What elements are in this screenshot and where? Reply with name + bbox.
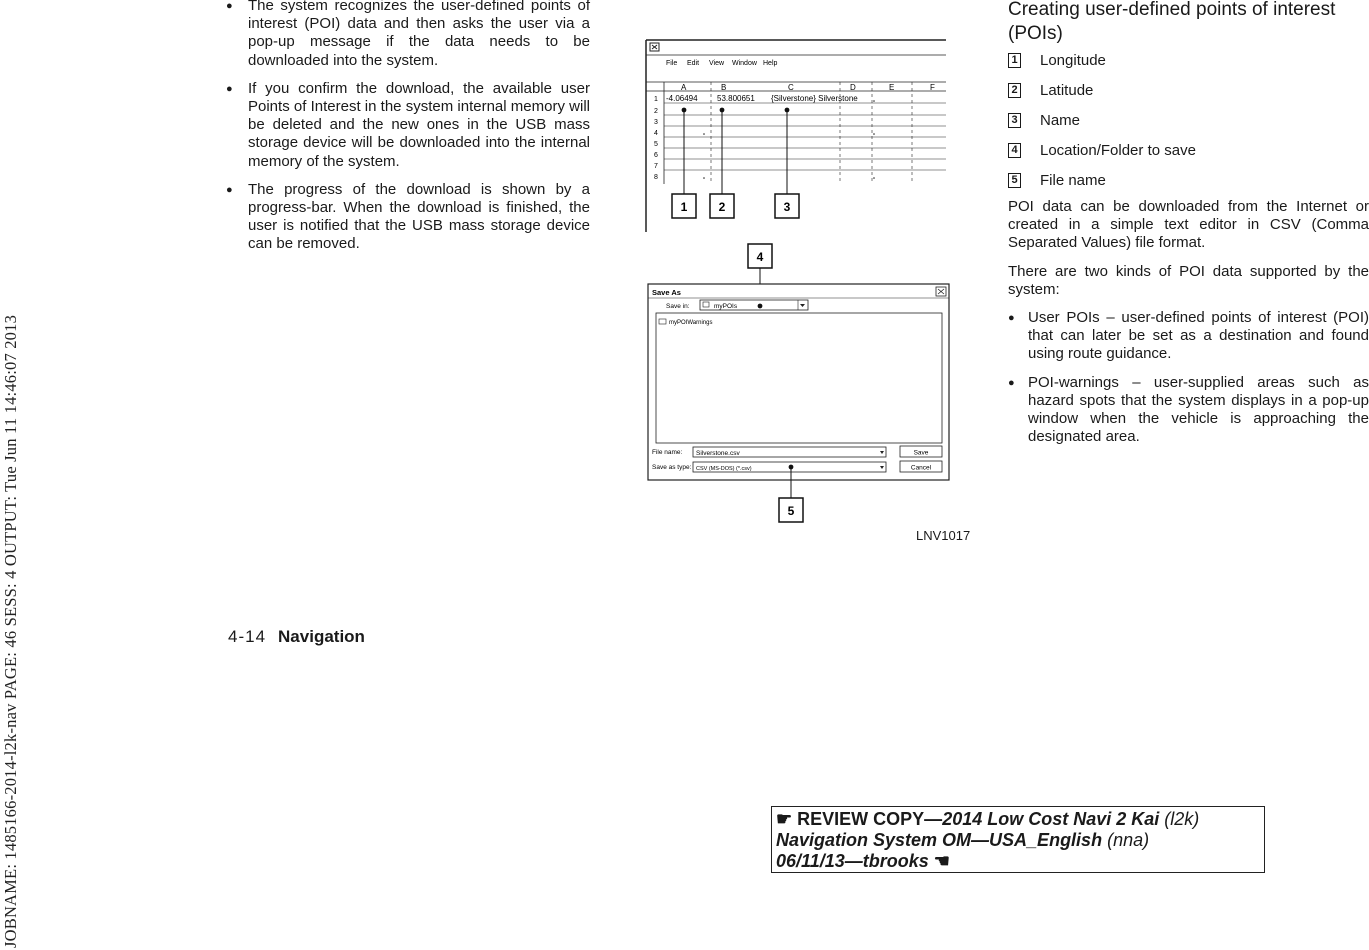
svg-text:2: 2 <box>718 200 726 214</box>
column-header: C <box>788 83 794 92</box>
cell-longitude: -4.06494 <box>666 94 698 103</box>
legend-item <box>1008 82 1369 112</box>
callout-5 <box>779 498 803 522</box>
menu-view[interactable]: View <box>709 60 725 67</box>
legend-item <box>1008 52 1369 82</box>
figure-illustration <box>644 36 980 546</box>
column-header: F <box>930 83 935 92</box>
menu-edit[interactable]: Edit <box>687 60 700 67</box>
row-number: 4 <box>654 130 658 137</box>
file-name-label: File name: <box>652 449 683 456</box>
menu-window[interactable]: Window <box>732 60 757 67</box>
row-number: 7 <box>654 163 658 170</box>
column-header: B <box>721 83 727 92</box>
review-date-author: 06/11/13—tbrooks <box>776 851 929 871</box>
bullet-item: ● The progress of the download is shown by a progress-bar. When the download is finished, the user is notified that the USB mass storage device can be removed. <box>226 181 590 254</box>
bullet-item: ● POI-warnings – user-supplied areas such as hazard spots that the system displays in a pop-up window when the vehicle is approaching the designated area. <box>1008 374 1369 447</box>
row-number: 3 <box>654 119 658 126</box>
folder-item[interactable]: myPOIWarnings <box>669 320 713 326</box>
legend-label: Latitude <box>1040 82 1094 99</box>
legend-number: 1 <box>1008 53 1021 68</box>
pointing-hand-left-icon: ☚ <box>933 851 950 871</box>
file-list[interactable] <box>656 313 942 443</box>
review-product: 2014 Low Cost Navi 2 Kai <box>942 809 1160 829</box>
figure-label: LNV1017 <box>916 528 971 543</box>
right-column <box>1008 0 1369 456</box>
menu-help[interactable]: Help <box>763 60 778 67</box>
review-manual: Navigation System OM—USA_English <box>776 830 1103 850</box>
cancel-button-label: Cancel <box>910 464 932 472</box>
legend-item <box>1008 112 1369 142</box>
cell-name: {Silverstone} Silverstone <box>771 94 858 103</box>
callout-3 <box>775 194 799 218</box>
legend-label: Longitude <box>1040 52 1106 69</box>
review-line-3 <box>776 851 1260 872</box>
svg-text:3: 3 <box>783 200 791 214</box>
row-number: 8 <box>654 174 658 181</box>
save-in-label: Save in: <box>666 303 690 310</box>
paragraph: POI data can be downloaded from the Internet or created in a simple text editor in CSV (Comma Separated Values) file format. <box>1008 198 1369 252</box>
bullet-item: ● The system recognizes the user-defined points of interest (POI) data and then asks the user via a pop-up message if the data needs to be downloaded into the system. <box>226 0 590 70</box>
callout-2 <box>710 194 734 218</box>
row-number: 1 <box>654 96 658 103</box>
left-column <box>226 0 590 264</box>
save-in-value: myPOIs <box>714 303 738 310</box>
save-type-label: Save as type: <box>652 464 692 471</box>
review-code: (l2k) <box>1159 809 1200 829</box>
review-copy-box <box>771 806 1265 873</box>
legend-item <box>1008 172 1369 198</box>
dialog-title: Save As <box>652 288 681 297</box>
callout-4 <box>748 244 772 268</box>
legend-number: 2 <box>1008 83 1021 98</box>
spreadsheet-window <box>646 40 946 232</box>
legend-label: File name <box>1040 172 1106 189</box>
svg-text:1: 1 <box>680 200 688 214</box>
row-number: 5 <box>654 141 658 148</box>
row-number: 2 <box>654 108 658 115</box>
legend-number: 5 <box>1008 173 1021 188</box>
column-header: A <box>681 83 687 92</box>
jobname-margin-text: JOBNAME: 1485166-2014-l2k-nav PAGE: 46 SESS: 4 OUTPUT: Tue Jun 11 14:46:07 2013 <box>1 314 20 948</box>
svg-text:4: 4 <box>756 250 764 264</box>
bullet-item: ● If you confirm the download, the available user Points of Interest in the system internal memory will be deleted and the new ones in the USB mass storage device will be downloaded into the internal memory of the system. <box>226 80 590 171</box>
file-name-value: Silverstone.csv <box>696 450 740 457</box>
legend-item <box>1008 142 1369 172</box>
review-label: REVIEW COPY— <box>797 809 943 829</box>
paragraph: There are two kinds of POI data supported by the system: <box>1008 262 1369 298</box>
pointing-hand-icon: ☛ <box>776 809 793 829</box>
row-number: 6 <box>654 152 658 159</box>
save-button-label: Save <box>913 449 929 457</box>
legend-number: 3 <box>1008 113 1021 128</box>
section-name: Navigation <box>278 627 365 646</box>
cell-latitude: 53.800651 <box>717 94 755 103</box>
callout-1 <box>672 194 696 218</box>
review-line-2 <box>776 830 1260 851</box>
review-line-1 <box>776 809 1260 830</box>
page-footer <box>228 627 365 647</box>
section-heading: Creating user-defined points of interest (POIs) <box>1008 0 1336 44</box>
column-header: D <box>850 83 856 92</box>
legend-label: Location/Folder to save <box>1040 142 1196 159</box>
review-region: (nna) <box>1102 830 1150 850</box>
legend-number: 4 <box>1008 143 1021 158</box>
menu-file[interactable]: File <box>666 60 678 67</box>
save-type-value: CSV (MS-DOS) (*.csv) <box>696 466 752 472</box>
column-header: E <box>889 83 895 92</box>
legend-label: Name <box>1040 112 1081 129</box>
bullet-item: ● User POIs – user-defined points of interest (POI) that can later be set as a destination and found using route guidance. <box>1008 309 1369 364</box>
save-as-dialog <box>648 284 949 498</box>
svg-text:5: 5 <box>787 504 795 518</box>
page-number: 4-14 <box>228 627 267 646</box>
